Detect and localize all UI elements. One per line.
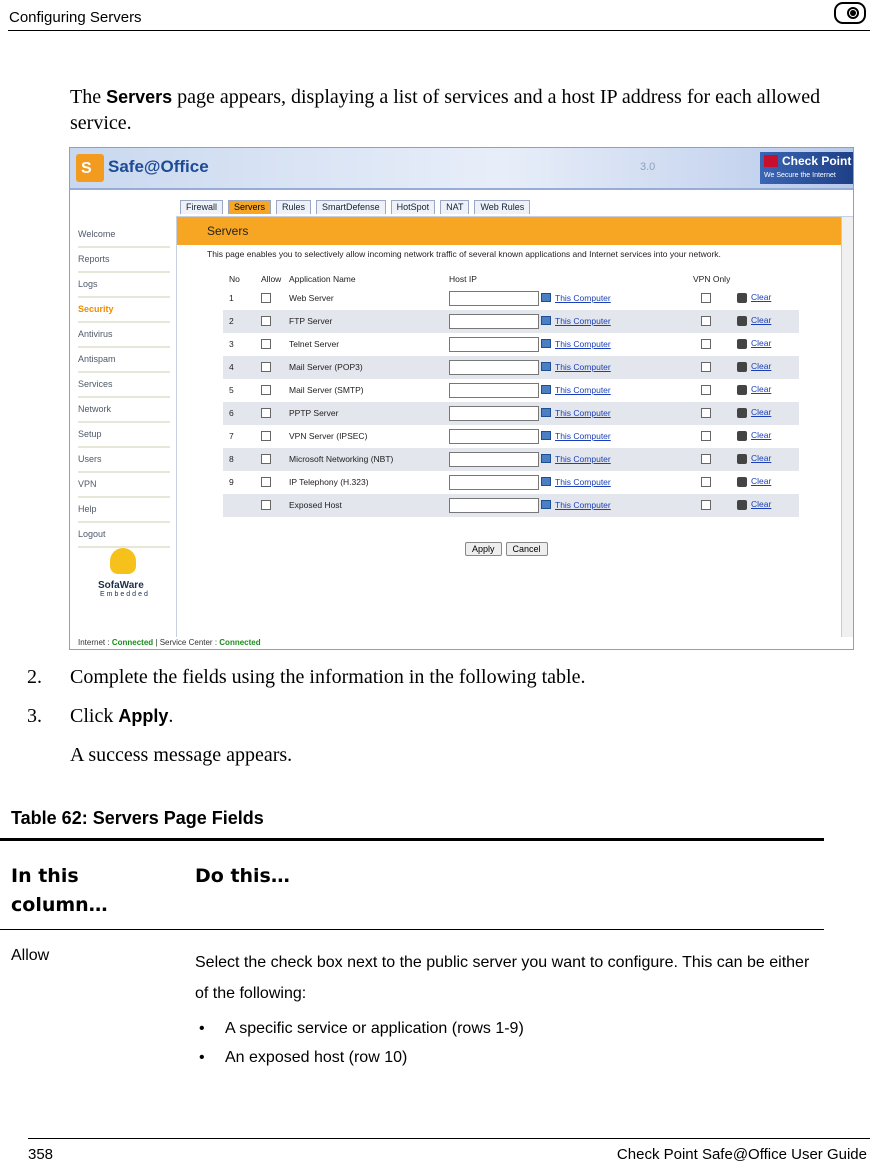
running-header-title: Configuring Servers: [9, 9, 142, 26]
vpn-only-checkbox[interactable]: [701, 385, 711, 395]
tab-firewall[interactable]: Firewall: [180, 200, 223, 214]
allow-checkbox[interactable]: [261, 500, 271, 510]
sidebar-item-logout[interactable]: Logout: [78, 523, 170, 548]
computer-icon: [541, 454, 551, 463]
sidebar-item-antivirus[interactable]: Antivirus: [78, 323, 170, 348]
row-number: 1: [229, 293, 234, 303]
safe-office-logo-icon: S: [76, 154, 104, 182]
host-ip-input[interactable]: [449, 337, 539, 352]
row-number: 3: [229, 339, 234, 349]
table-row: [223, 310, 799, 333]
scrollbar[interactable]: [841, 217, 854, 637]
application-name: VPN Server (IPSEC): [289, 431, 368, 441]
sidebar-item-reports[interactable]: Reports: [78, 248, 170, 273]
sofaware-name: SofaWare: [98, 580, 144, 591]
header-rule: [8, 30, 870, 31]
sidebar-item-vpn[interactable]: VPN: [78, 473, 170, 498]
clear-icon: [737, 454, 747, 464]
internet-status: Connected: [111, 638, 154, 647]
computer-icon: [541, 293, 551, 302]
host-ip-input[interactable]: [449, 314, 539, 329]
vpn-only-checkbox[interactable]: [701, 316, 711, 326]
servers-table: [223, 273, 799, 517]
table-row: [223, 425, 799, 448]
vpn-only-checkbox[interactable]: [701, 293, 711, 303]
sidebar-item-logs[interactable]: Logs: [78, 273, 170, 298]
clear-icon: [737, 293, 747, 303]
field-name-cell: Allow: [11, 947, 50, 964]
vpn-only-checkbox[interactable]: [701, 477, 711, 487]
computer-icon: [541, 316, 551, 325]
form-buttons: [465, 539, 552, 557]
field-description-cell: Select the check box next to the public server you want to configure. This can be either of the following:: [195, 954, 810, 1002]
sidebar-item-users[interactable]: Users: [78, 448, 170, 473]
clear-link[interactable]: Clear: [751, 453, 772, 463]
allow-checkbox[interactable]: [261, 408, 271, 418]
vpn-only-checkbox[interactable]: [701, 500, 711, 510]
page-description: This page enables you to selectively allow incoming network traffic of several known applications and Internet services into your network.: [207, 249, 721, 259]
step-2: 2. Complete the fields using the information in the following table.: [27, 666, 586, 688]
allow-checkbox[interactable]: [261, 385, 271, 395]
table-row: [223, 471, 799, 494]
table-header-rule: [0, 929, 824, 930]
service-center-status: Connected: [219, 638, 261, 647]
app-brand: Safe@Office: [108, 157, 209, 176]
vpn-only-checkbox[interactable]: [701, 454, 711, 464]
cancel-button[interactable]: Cancel: [506, 542, 548, 556]
host-ip-input[interactable]: [449, 291, 539, 306]
host-ip-input[interactable]: [449, 475, 539, 490]
host-ip-input[interactable]: [449, 452, 539, 467]
footer-rule: [28, 1138, 870, 1139]
bullet-item: • A specific service or application (rows 1-9): [199, 1020, 524, 1037]
application-name: Microsoft Networking (NBT): [289, 454, 394, 464]
row-number: 7: [229, 431, 234, 441]
this-computer-link[interactable]: This Computer: [555, 500, 611, 510]
app-banner: [70, 148, 854, 190]
tab-hotspot[interactable]: HotSpot: [391, 200, 436, 214]
host-ip-input[interactable]: [449, 383, 539, 398]
row-number: 2: [229, 316, 234, 326]
this-computer-link[interactable]: This Computer: [555, 339, 611, 349]
host-ip-input[interactable]: [449, 498, 539, 513]
clear-link[interactable]: Clear: [751, 338, 772, 348]
clear-link[interactable]: Clear: [751, 384, 772, 394]
vpn-only-checkbox[interactable]: [701, 362, 711, 372]
table-row: [223, 402, 799, 425]
computer-icon: [541, 477, 551, 486]
table-row: [223, 287, 799, 310]
allow-checkbox[interactable]: [261, 431, 271, 441]
column-header-2: Do this…: [195, 865, 290, 887]
sidebar-nav: [78, 223, 170, 548]
table-row: [223, 356, 799, 379]
page-number: 358: [28, 1146, 54, 1163]
tab-nat[interactable]: NAT: [440, 200, 469, 214]
allow-checkbox[interactable]: [261, 293, 271, 303]
clear-icon: [737, 316, 747, 326]
success-note: A success message appears.: [70, 744, 293, 766]
table-row: [223, 448, 799, 471]
application-name: Exposed Host: [289, 500, 342, 510]
allow-checkbox[interactable]: [261, 316, 271, 326]
table-header: No Allow Application Name Host IP VPN Only: [229, 274, 731, 284]
this-computer-link[interactable]: This Computer: [555, 385, 611, 395]
clear-link[interactable]: Clear: [751, 407, 772, 417]
clear-link[interactable]: Clear: [751, 361, 772, 371]
sidebar-item-welcome[interactable]: Welcome: [78, 223, 170, 248]
clear-icon: [737, 385, 747, 395]
intro-paragraph: The Servers page appears, displaying a list of services and a host IP address for each allowed service.: [70, 86, 821, 134]
computer-icon: [541, 385, 551, 394]
guide-title: Check Point Safe@Office User Guide: [616, 1146, 867, 1163]
sidebar-item-network[interactable]: Network: [78, 398, 170, 423]
apply-button[interactable]: Apply: [465, 542, 502, 556]
allow-checkbox[interactable]: [261, 339, 271, 349]
computer-icon: [541, 408, 551, 417]
this-computer-link[interactable]: This Computer: [555, 362, 611, 372]
sofaware-mascot-icon: [110, 548, 136, 574]
computer-icon: [541, 362, 551, 371]
step-3: 3. Click Apply.: [27, 705, 174, 727]
clear-link[interactable]: Clear: [751, 430, 772, 440]
clear-icon: [737, 362, 747, 372]
status-bar: Internet : Connected | Service Center : Connected: [78, 638, 261, 647]
sidebar-item-help[interactable]: Help: [78, 498, 170, 523]
application-name: Mail Server (POP3): [289, 362, 363, 372]
this-computer-link[interactable]: This Computer: [555, 293, 611, 303]
checkpoint-mark-icon: [764, 155, 778, 167]
application-name: IP Telephony (H.323): [289, 477, 369, 487]
clear-link[interactable]: Clear: [751, 476, 772, 486]
table-caption: Table 62: Servers Page Fields: [11, 808, 264, 828]
this-computer-link[interactable]: This Computer: [555, 431, 611, 441]
clear-icon: [737, 500, 747, 510]
tab-smartdefense[interactable]: SmartDefense: [316, 200, 386, 214]
apply-term: Apply: [118, 706, 169, 726]
row-number: 9: [229, 477, 234, 487]
this-computer-link[interactable]: This Computer: [555, 477, 611, 487]
sofaware-subtitle: Embedded: [100, 591, 150, 598]
row-number: 4: [229, 362, 234, 372]
table-top-rule: [0, 838, 824, 841]
allow-checkbox[interactable]: [261, 477, 271, 487]
vpn-only-checkbox[interactable]: [701, 339, 711, 349]
checkpoint-banner-logo: Check Point We Secure the Internet: [760, 152, 854, 184]
servers-term: Servers: [106, 87, 173, 107]
row-number: 6: [229, 408, 234, 418]
clear-icon: [737, 408, 747, 418]
application-name: FTP Server: [289, 316, 333, 326]
tab-servers[interactable]: Servers: [228, 200, 271, 214]
host-ip-input[interactable]: [449, 360, 539, 375]
checkpoint-logo-icon: [834, 2, 866, 24]
table-row: [223, 494, 799, 517]
column-header-1: In this column…: [11, 865, 108, 916]
tab-rules[interactable]: Rules: [276, 200, 311, 214]
allow-checkbox[interactable]: [261, 362, 271, 372]
application-name: PPTP Server: [289, 408, 339, 418]
sidebar-item-security[interactable]: Security: [78, 298, 170, 323]
application-name: Mail Server (SMTP): [289, 385, 364, 395]
computer-icon: [541, 431, 551, 440]
row-number: 8: [229, 454, 234, 464]
host-ip-input[interactable]: [449, 429, 539, 444]
this-computer-link[interactable]: This Computer: [555, 454, 611, 464]
row-number: 5: [229, 385, 234, 395]
table-row: [223, 333, 799, 356]
app-version: 3.0: [640, 161, 656, 173]
bullet-item: • An exposed host (row 10): [199, 1049, 408, 1066]
sidebar-item-setup[interactable]: Setup: [78, 423, 170, 448]
tab-bar: [180, 200, 535, 216]
clear-icon: [737, 477, 747, 487]
page-title: Servers: [207, 224, 249, 238]
application-name: Telnet Server: [289, 339, 340, 349]
clear-icon: [737, 339, 747, 349]
computer-icon: [541, 339, 551, 348]
clear-icon: [737, 431, 747, 441]
vpn-only-checkbox[interactable]: [701, 431, 711, 441]
vpn-only-checkbox[interactable]: [701, 408, 711, 418]
clear-link[interactable]: Clear: [751, 499, 772, 509]
host-ip-input[interactable]: [449, 406, 539, 421]
table-row: [223, 379, 799, 402]
clear-link[interactable]: Clear: [751, 292, 772, 302]
allow-checkbox[interactable]: [261, 454, 271, 464]
clear-link[interactable]: Clear: [751, 315, 772, 325]
computer-icon: [541, 500, 551, 509]
sidebar-item-antispam[interactable]: Antispam: [78, 348, 170, 373]
this-computer-link[interactable]: This Computer: [555, 316, 611, 326]
sidebar-item-services[interactable]: Services: [78, 373, 170, 398]
this-computer-link[interactable]: This Computer: [555, 408, 611, 418]
servers-page-screenshot: [69, 147, 854, 650]
tab-web-rules[interactable]: Web Rules: [474, 200, 530, 214]
main-panel: [176, 216, 853, 637]
page-title-bar: [177, 217, 853, 245]
application-name: Web Server: [289, 293, 334, 303]
